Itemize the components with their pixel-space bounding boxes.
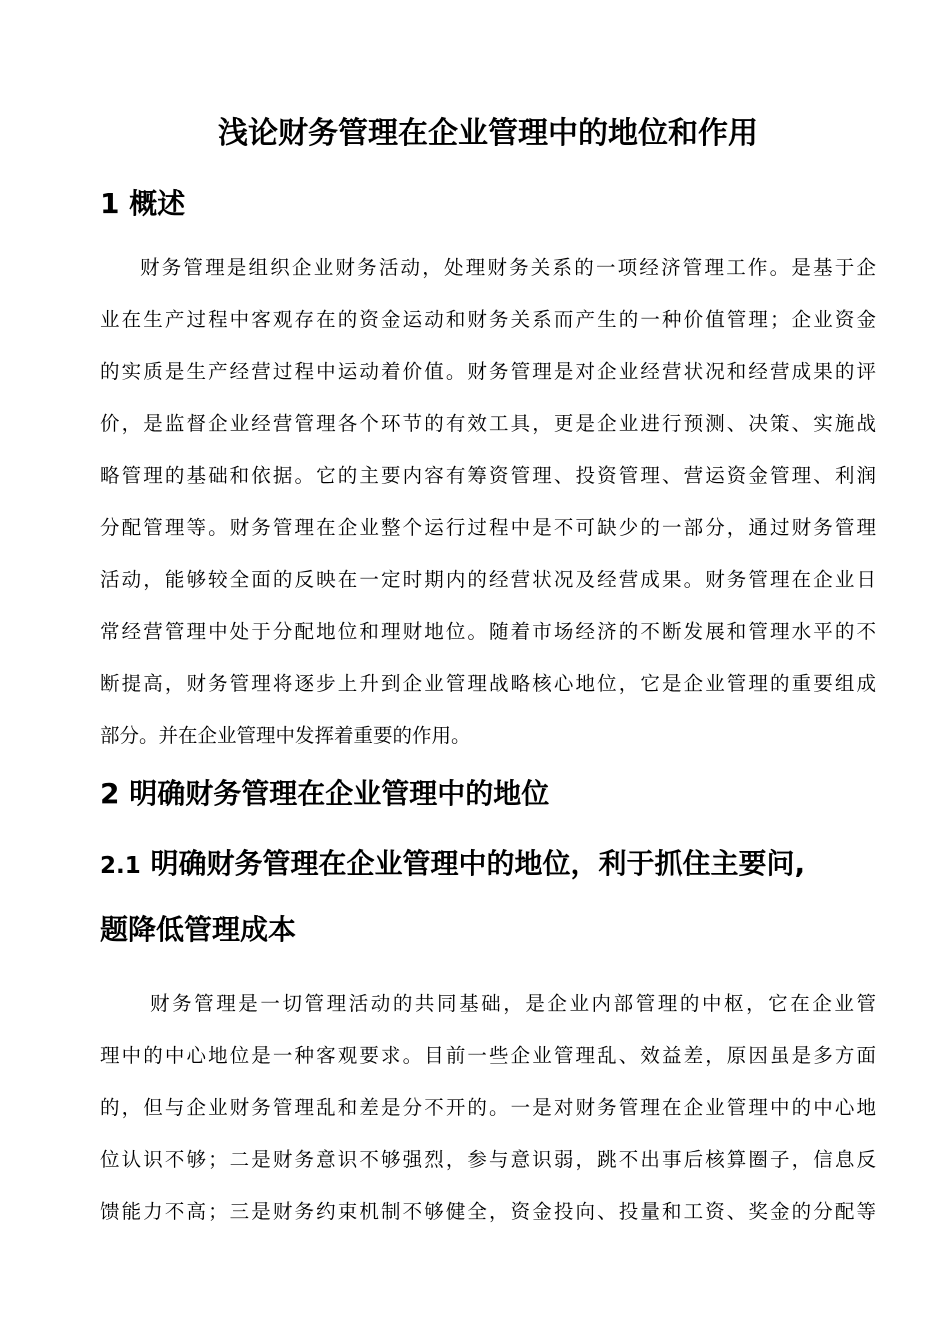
paragraph-line: 的，但与企业财务管理乱和差是分不开的。一是对财务管理在企业管理中的中心地 <box>100 1096 876 1119</box>
overview-paragraph <box>100 242 876 762</box>
paragraph-line: 常经营管理中处于分配地位和理财地位。随着市场经济的不断发展和管理水平的不 <box>100 620 876 643</box>
paragraph-line: 活动，能够较全面的反映在一定时期内的经营状况及经营成果。财务管理在企业日 <box>100 568 876 591</box>
paragraph-line: 馈能力不高；三是财务约束机制不够健全，资金投向、投量和工资、奖金的分配等 <box>100 1200 876 1223</box>
paragraph-line: 略管理的基础和依据。它的主要内容有筹资管理、投资管理、营运资金管理、利润 <box>100 464 876 487</box>
paragraph-line: 断提高，财务管理将逐步上升到企业管理战略核心地位，它是企业管理的重要组成 <box>100 672 876 695</box>
paragraph-line: 位认识不够；二是财务意识不够强烈，参与意识弱，跳不出事后核算圈子，信息反 <box>100 1148 876 1171</box>
paragraph-line: 理中的中心地位是一种客观要求。目前一些企业管理乱、效益差，原因虽是多方面 <box>100 1044 876 1067</box>
document-title: 浅论财务管理在企业管理中的地位和作用 <box>218 116 758 151</box>
subsection-heading <box>100 832 880 962</box>
subsection-heading-line-1 <box>100 832 880 898</box>
paragraph-line: 的实质是生产经营过程中运动着价值。财务管理是对企业经营状况和经营成果的评 <box>100 360 876 383</box>
paragraph-line: 财务管理是组织企业财务活动，处理财务关系的一项经济管理工作。是基于企 <box>140 256 876 279</box>
subsection-heading-text-1: 明确财务管理在企业管理中的地位，利于抓住主要问, <box>150 847 806 880</box>
paragraph-line: 部分。并在企业管理中发挥着重要的作用。 <box>100 724 471 747</box>
paragraph-line: 分配管理等。财务管理在企业整个运行过程中是不可缺少的一部分，通过财务管理 <box>100 516 876 539</box>
paragraph-line: 财务管理是一切管理活动的共同基础，是企业内部管理的中枢，它在企业管 <box>150 992 876 1015</box>
section-heading-overview: 1 概述 <box>100 187 186 220</box>
subsection-number: 2.1 <box>100 853 141 879</box>
section-heading-position: 2 明确财务管理在企业管理中的地位 <box>100 777 550 810</box>
subsection-heading-line-2: 题降低管理成本 <box>100 913 297 946</box>
paragraph-line: 价，是监督企业经营管理各个环节的有效工具，更是企业进行预测、决策、实施战 <box>100 412 876 435</box>
position-paragraph <box>100 978 876 1238</box>
paragraph-line: 业在生产过程中客观存在的资金运动和财务关系而产生的一种价值管理；企业资金 <box>100 308 876 331</box>
